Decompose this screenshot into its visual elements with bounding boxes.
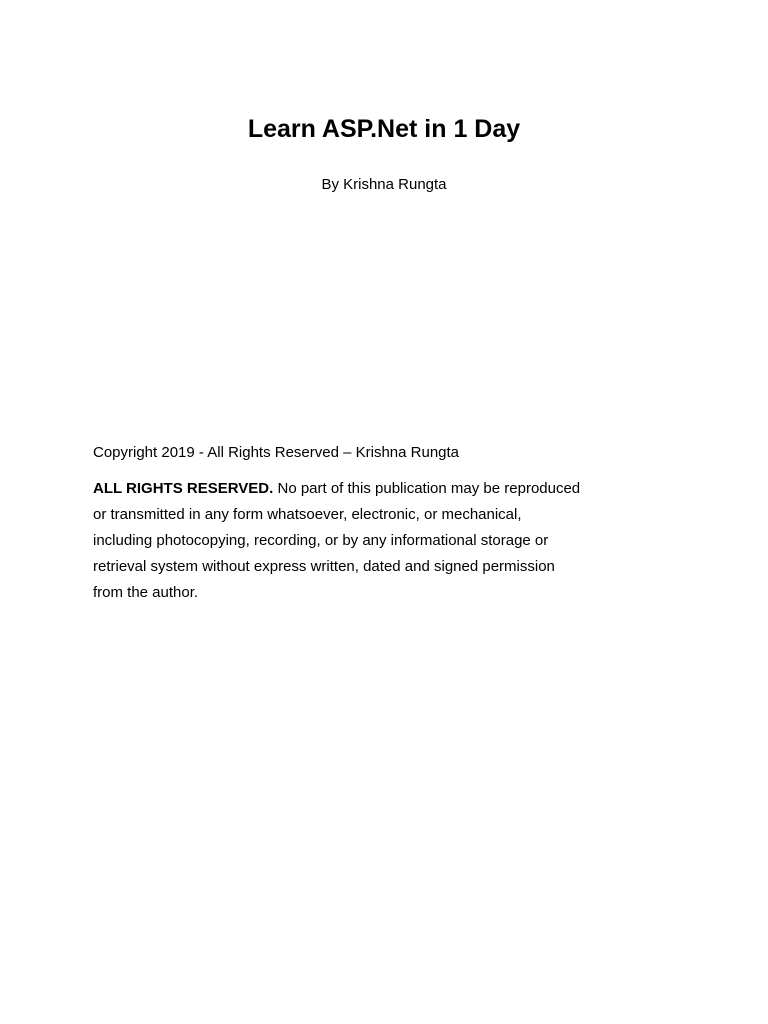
rights-notice xyxy=(93,476,653,606)
rights-notice-line-3: including photocopying, recording, or by any informational storage or xyxy=(93,532,549,549)
rights-notice-line-1-text: No part of this publication may be reproduced xyxy=(273,480,581,497)
rights-notice-line-4: retrieval system without express written, dated and signed permission xyxy=(93,558,555,575)
rights-notice-line-5: from the author. xyxy=(93,584,199,601)
rights-notice-line-1 xyxy=(93,476,653,502)
rights-notice-line-2: or transmitted in any form whatsoever, electronic, or mechanical, xyxy=(93,506,522,523)
copyright-line: Copyright 2019 - All Rights Reserved – Krishna Rungta xyxy=(93,444,460,461)
page-title: Learn ASP.Net in 1 Day xyxy=(247,115,521,143)
rights-notice-lead: ALL RIGHTS RESERVED. xyxy=(93,480,274,497)
author-byline: By Krishna Rungta xyxy=(321,176,447,193)
